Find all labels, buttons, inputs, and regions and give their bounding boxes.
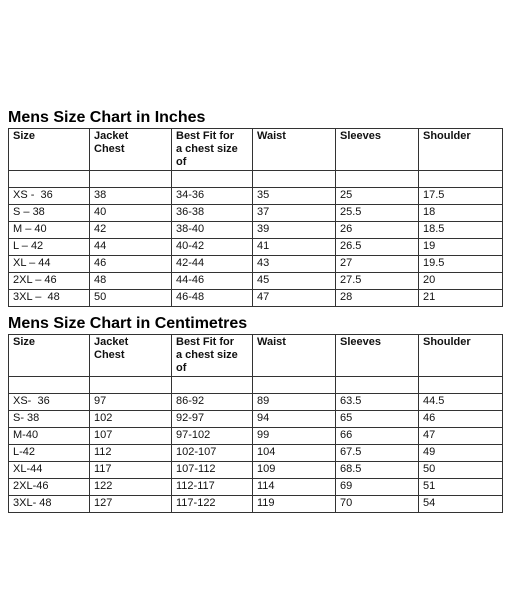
shoulder-cell: 18.5	[419, 222, 503, 239]
best-fit-header: Best Fit for a chest size of	[172, 335, 253, 377]
best-fit-cell: 97-102	[172, 428, 253, 445]
spacer-cell	[172, 171, 253, 188]
table-header-row	[9, 129, 503, 171]
shoulder-header: Shoulder	[419, 335, 503, 377]
sleeves-cell: 27	[336, 256, 419, 273]
inches-section	[8, 109, 503, 307]
table-row	[9, 290, 503, 307]
table-row	[9, 428, 503, 445]
size-cell: S- 38	[9, 411, 90, 428]
shoulder-cell: 19	[419, 239, 503, 256]
best-fit-cell: 40-42	[172, 239, 253, 256]
sleeves-cell: 63.5	[336, 394, 419, 411]
table-row	[9, 394, 503, 411]
best-fit-cell: 86-92	[172, 394, 253, 411]
shoulder-cell: 47	[419, 428, 503, 445]
spacer-cell	[172, 377, 253, 394]
best-fit-cell: 102-107	[172, 445, 253, 462]
jacket-chest-cell: 46	[90, 256, 172, 273]
sleeves-cell: 28	[336, 290, 419, 307]
shoulder-cell: 50	[419, 462, 503, 479]
spacer-cell	[9, 377, 90, 394]
size-cell: S – 38	[9, 205, 90, 222]
waist-cell: 99	[253, 428, 336, 445]
sleeves-cell: 25	[336, 188, 419, 205]
shoulder-cell: 46	[419, 411, 503, 428]
table-row	[9, 239, 503, 256]
jacket-chest-cell: 48	[90, 273, 172, 290]
best-fit-header: Best Fit for a chest size of	[172, 129, 253, 171]
jacket-chest-cell: 44	[90, 239, 172, 256]
waist-cell: 119	[253, 496, 336, 513]
size-cell: M-40	[9, 428, 90, 445]
waist-cell: 43	[253, 256, 336, 273]
size-cell: L-42	[9, 445, 90, 462]
size-cell: 3XL – 48	[9, 290, 90, 307]
centimetres-title: Mens Size Chart in Centimetres	[8, 315, 248, 332]
sleeves-cell: 70	[336, 496, 419, 513]
spacer-cell	[253, 377, 336, 394]
sleeves-cell: 25.5	[336, 205, 419, 222]
table-row	[9, 256, 503, 273]
waist-cell: 114	[253, 479, 336, 496]
best-fit-cell: 42-44	[172, 256, 253, 273]
best-fit-cell: 117-122	[172, 496, 253, 513]
sleeves-header: Sleeves	[336, 335, 419, 377]
shoulder-cell: 44.5	[419, 394, 503, 411]
spacer-cell	[9, 171, 90, 188]
sleeves-cell: 66	[336, 428, 419, 445]
size-cell: M – 40	[9, 222, 90, 239]
size-cell: XS- 36	[9, 394, 90, 411]
spacer-cell	[336, 377, 419, 394]
jacket-chest-cell: 50	[90, 290, 172, 307]
size-cell: 3XL- 48	[9, 496, 90, 513]
shoulder-cell: 19.5	[419, 256, 503, 273]
table-header-row	[9, 335, 503, 377]
jacket-chest-cell: 38	[90, 188, 172, 205]
best-fit-cell: 44-46	[172, 273, 253, 290]
size-cell: L – 42	[9, 239, 90, 256]
shoulder-cell: 54	[419, 496, 503, 513]
table-row	[9, 205, 503, 222]
shoulder-cell: 51	[419, 479, 503, 496]
waist-cell: 94	[253, 411, 336, 428]
spacer-cell	[419, 171, 503, 188]
inches-size-table	[8, 128, 503, 307]
spacer-cell	[90, 171, 172, 188]
best-fit-cell: 46-48	[172, 290, 253, 307]
waist-cell: 39	[253, 222, 336, 239]
waist-cell: 104	[253, 445, 336, 462]
table-row	[9, 222, 503, 239]
jacket-chest-cell: 112	[90, 445, 172, 462]
waist-cell: 109	[253, 462, 336, 479]
size-cell: XS - 36	[9, 188, 90, 205]
jacket-chest-cell: 40	[90, 205, 172, 222]
centimetres-size-table	[8, 334, 503, 513]
spacer-cell	[419, 377, 503, 394]
best-fit-cell: 107-112	[172, 462, 253, 479]
table-row	[9, 273, 503, 290]
table-row	[9, 411, 503, 428]
size-cell: XL – 44	[9, 256, 90, 273]
spacer-row	[9, 171, 503, 188]
table-row	[9, 479, 503, 496]
waist-header: Waist	[253, 335, 336, 377]
shoulder-cell: 20	[419, 273, 503, 290]
best-fit-cell: 34-36	[172, 188, 253, 205]
shoulder-cell: 17.5	[419, 188, 503, 205]
spacer-cell	[336, 171, 419, 188]
size-header: Size	[9, 335, 90, 377]
waist-header: Waist	[253, 129, 336, 171]
waist-cell: 47	[253, 290, 336, 307]
table-row	[9, 445, 503, 462]
best-fit-cell: 112-117	[172, 479, 253, 496]
centimetres-section	[8, 315, 503, 513]
jacket-chest-cell: 42	[90, 222, 172, 239]
jacket-chest-header: Jacket Chest	[90, 335, 172, 377]
jacket-chest-cell: 127	[90, 496, 172, 513]
table-row	[9, 188, 503, 205]
sleeves-cell: 26	[336, 222, 419, 239]
jacket-chest-cell: 122	[90, 479, 172, 496]
sleeves-cell: 67.5	[336, 445, 419, 462]
shoulder-cell: 18	[419, 205, 503, 222]
jacket-chest-cell: 102	[90, 411, 172, 428]
sleeves-header: Sleeves	[336, 129, 419, 171]
table-row	[9, 462, 503, 479]
size-cell: 2XL – 46	[9, 273, 90, 290]
spacer-cell	[90, 377, 172, 394]
jacket-chest-cell: 97	[90, 394, 172, 411]
spacer-row	[9, 377, 503, 394]
sleeves-cell: 69	[336, 479, 419, 496]
jacket-chest-cell: 107	[90, 428, 172, 445]
shoulder-cell: 49	[419, 445, 503, 462]
size-cell: 2XL-46	[9, 479, 90, 496]
sleeves-cell: 26.5	[336, 239, 419, 256]
waist-cell: 89	[253, 394, 336, 411]
waist-cell: 35	[253, 188, 336, 205]
sleeves-cell: 68.5	[336, 462, 419, 479]
shoulder-header: Shoulder	[419, 129, 503, 171]
sleeves-cell: 27.5	[336, 273, 419, 290]
sleeves-cell: 65	[336, 411, 419, 428]
best-fit-cell: 36-38	[172, 205, 253, 222]
best-fit-cell: 92-97	[172, 411, 253, 428]
jacket-chest-header: Jacket Chest	[90, 129, 172, 171]
size-header: Size	[9, 129, 90, 171]
best-fit-cell: 38-40	[172, 222, 253, 239]
table-row	[9, 496, 503, 513]
waist-cell: 41	[253, 239, 336, 256]
waist-cell: 45	[253, 273, 336, 290]
inches-title: Mens Size Chart in Inches	[8, 109, 206, 126]
waist-cell: 37	[253, 205, 336, 222]
shoulder-cell: 21	[419, 290, 503, 307]
spacer-cell	[253, 171, 336, 188]
jacket-chest-cell: 117	[90, 462, 172, 479]
size-cell: XL-44	[9, 462, 90, 479]
